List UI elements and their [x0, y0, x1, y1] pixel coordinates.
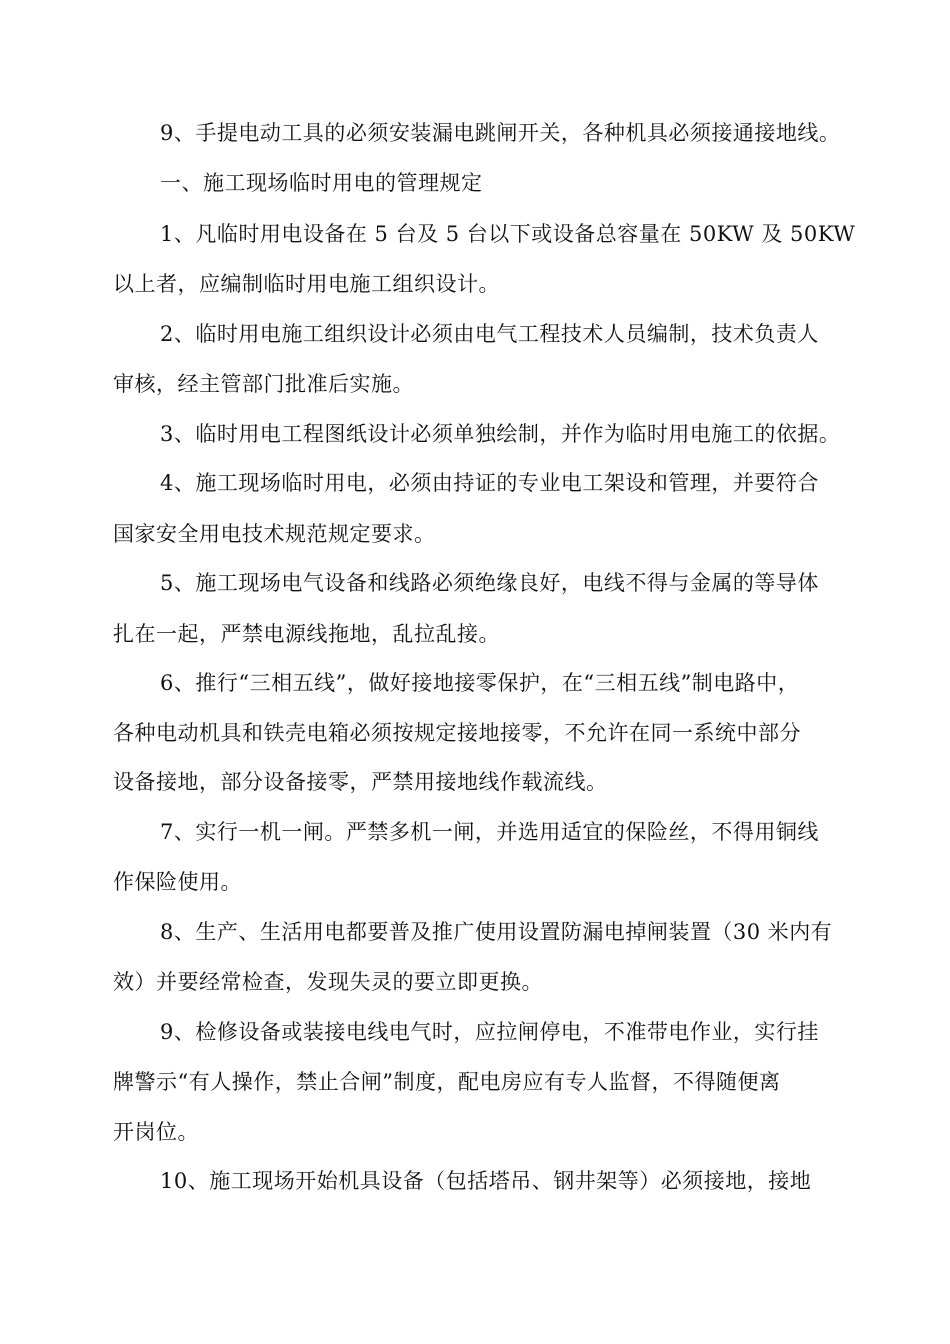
paragraph-4-line-1: 4、施工现场临时用电，必须由持证的专业电工架设和管理，并要符合 [160, 471, 819, 495]
paragraph-8-line-2: 效）并要经常检查，发现失灵的要立即更换。 [113, 970, 543, 994]
paragraph-2-line-1: 2、临时用电施工组织设计必须由电气工程技术人员编制，技术负责人 [160, 322, 819, 346]
paragraph-9-line-3: 开岗位。 [113, 1120, 199, 1144]
paragraph-1-line-1: 1、凡临时用电设备在 5 台及 5 台以下或设备总容量在 50KW 及 50KW [160, 222, 856, 246]
section-heading: 一、施工现场临时用电的管理规定 [160, 171, 483, 195]
paragraph-8-line-1: 8、生产、生活用电都要普及推广使用设置防漏电掉闸装置（30 米内有 [160, 920, 833, 944]
paragraph-9-tools: 9、手提电动工具的必须安装漏电跳闸开关，各种机具必须接通接地线。 [160, 121, 841, 145]
paragraph-5-line-1: 5、施工现场电气设备和线路必须绝缘良好，电线不得与金属的等导体 [160, 571, 819, 595]
paragraph-6-line-2: 各种电动机具和铁壳电箱必须按规定接地接零，不允许在同一系统中部分 [113, 721, 801, 745]
paragraph-10-line-1: 10、施工现场开始机具设备（包括塔吊、钢井架等）必须接地，接地 [160, 1169, 812, 1193]
paragraph-3-line-1: 3、临时用电工程图纸设计必须单独绘制，并作为临时用电施工的依据。 [160, 422, 841, 446]
paragraph-9-line-1: 9、检修设备或装接电线电气时，应拉闸停电，不准带电作业，实行挂 [160, 1020, 819, 1044]
paragraph-7-line-2: 作保险使用。 [113, 870, 242, 894]
paragraph-9-line-2: 牌警示“有人操作，禁止合闸”制度，配电房应有专人监督，不得随便离 [113, 1070, 781, 1094]
paragraph-6-line-1: 6、推行“三相五线”，做好接地接零保护，在“三相五线”制电路中， [160, 671, 800, 695]
paragraph-2-line-2: 审核，经主管部门批准后实施。 [113, 372, 414, 396]
paragraph-6-line-3: 设备接地，部分设备接零，严禁用接地线作载流线。 [113, 770, 608, 794]
paragraph-7-line-1: 7、实行一机一闸。严禁多机一闸，并选用适宜的保险丝，不得用铜线 [160, 820, 819, 844]
paragraph-4-line-2: 国家安全用电技术规范规定要求。 [113, 522, 436, 546]
paragraph-1-line-2: 以上者，应编制临时用电施工组织设计。 [113, 272, 500, 296]
paragraph-5-line-2: 扎在一起，严禁电源线拖地，乱拉乱接。 [113, 622, 500, 646]
